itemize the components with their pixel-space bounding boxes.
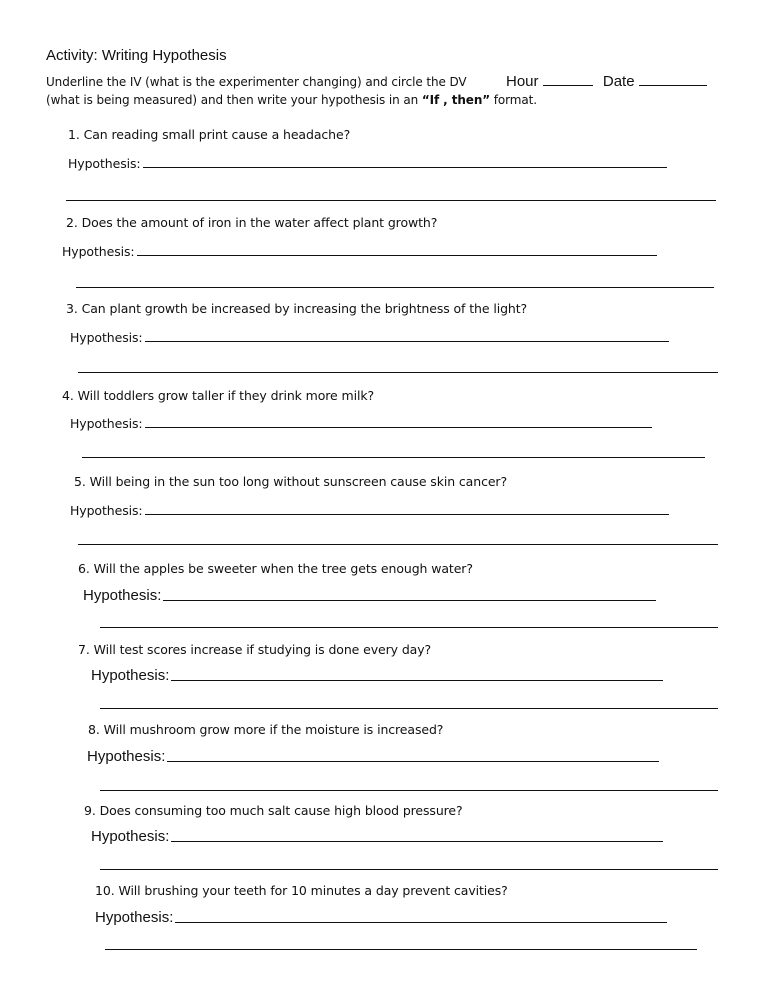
hypothesis-row-10 — [95, 909, 667, 926]
if-then-format: “If , then” — [421, 93, 491, 107]
hypothesis-row-3 — [70, 330, 669, 345]
hypothesis-label: Hypothesis: — [70, 416, 143, 431]
answer-continuation-line[interactable] — [100, 869, 718, 870]
hypothesis-answer-line[interactable] — [145, 427, 652, 428]
hypothesis-row-7 — [91, 667, 663, 684]
instructions-line-2 — [46, 93, 537, 107]
answer-continuation-line[interactable] — [82, 457, 705, 458]
hypothesis-label: Hypothesis: — [87, 748, 166, 765]
hypothesis-row-5 — [70, 503, 669, 518]
question-3: 3. Can plant growth be increased by increasing the brightness of the light? — [66, 301, 528, 316]
hypothesis-row-2 — [62, 244, 657, 259]
instructions-text: (what is being measured) and then write your hypothesis in an — [46, 93, 422, 107]
answer-continuation-line[interactable] — [100, 790, 718, 791]
hypothesis-answer-line[interactable] — [137, 255, 657, 256]
hypothesis-answer-line[interactable] — [145, 341, 669, 342]
hypothesis-row-6 — [83, 587, 656, 604]
hypothesis-label: Hypothesis: — [91, 828, 170, 845]
answer-continuation-line[interactable] — [78, 372, 718, 373]
answer-continuation-line[interactable] — [105, 949, 697, 950]
hypothesis-label: Hypothesis: — [68, 156, 141, 171]
instructions-line-1: Underline the IV (what is the experimenter changing) and circle the DV — [46, 75, 467, 89]
hypothesis-answer-line[interactable] — [171, 680, 663, 681]
hypothesis-label: Hypothesis: — [83, 587, 162, 604]
answer-continuation-line[interactable] — [78, 544, 718, 545]
page-title: Activity: Writing Hypothesis — [46, 47, 227, 64]
date-field[interactable] — [639, 84, 707, 86]
answer-continuation-line[interactable] — [66, 200, 716, 201]
hypothesis-answer-line[interactable] — [167, 761, 659, 762]
question-6: 6. Will the apples be sweeter when the tree gets enough water? — [78, 561, 473, 576]
hypothesis-answer-line[interactable] — [143, 167, 667, 168]
hypothesis-answer-line[interactable] — [145, 514, 669, 515]
question-1: 1. Can reading small print cause a headache? — [68, 127, 351, 142]
question-10: 10. Will brushing your teeth for 10 minutes a day prevent cavities? — [95, 883, 508, 898]
hypothesis-label: Hypothesis: — [91, 667, 170, 684]
answer-continuation-line[interactable] — [100, 708, 718, 709]
instructions-text-end: format. — [490, 93, 537, 107]
hypothesis-answer-line[interactable] — [175, 922, 667, 923]
question-5: 5. Will being in the sun too long without sunscreen cause skin cancer? — [74, 474, 508, 489]
date-label: Date — [602, 73, 635, 90]
question-9: 9. Does consuming too much salt cause high blood pressure? — [84, 803, 463, 818]
hypothesis-row-1 — [68, 156, 667, 171]
hypothesis-answer-line[interactable] — [163, 600, 656, 601]
question-8: 8. Will mushroom grow more if the moisture is increased? — [88, 722, 444, 737]
answer-continuation-line[interactable] — [76, 287, 714, 288]
answer-continuation-line[interactable] — [100, 627, 718, 628]
hypothesis-row-8 — [87, 748, 659, 765]
hypothesis-label: Hypothesis: — [62, 244, 135, 259]
question-4: 4. Will toddlers grow taller if they drink more milk? — [62, 388, 374, 403]
hypothesis-label: Hypothesis: — [95, 909, 174, 926]
hypothesis-answer-line[interactable] — [171, 841, 663, 842]
hypothesis-label: Hypothesis: — [70, 330, 143, 345]
hypothesis-row-4 — [70, 416, 652, 431]
hypothesis-row-9 — [91, 828, 663, 845]
hypothesis-label: Hypothesis: — [70, 503, 143, 518]
question-7: 7. Will test scores increase if studying is done every day? — [78, 642, 432, 657]
hour-date-fields — [506, 73, 707, 90]
question-2: 2. Does the amount of iron in the water affect plant growth? — [66, 215, 438, 230]
hour-field[interactable] — [543, 84, 593, 86]
hour-label: Hour — [506, 73, 539, 90]
